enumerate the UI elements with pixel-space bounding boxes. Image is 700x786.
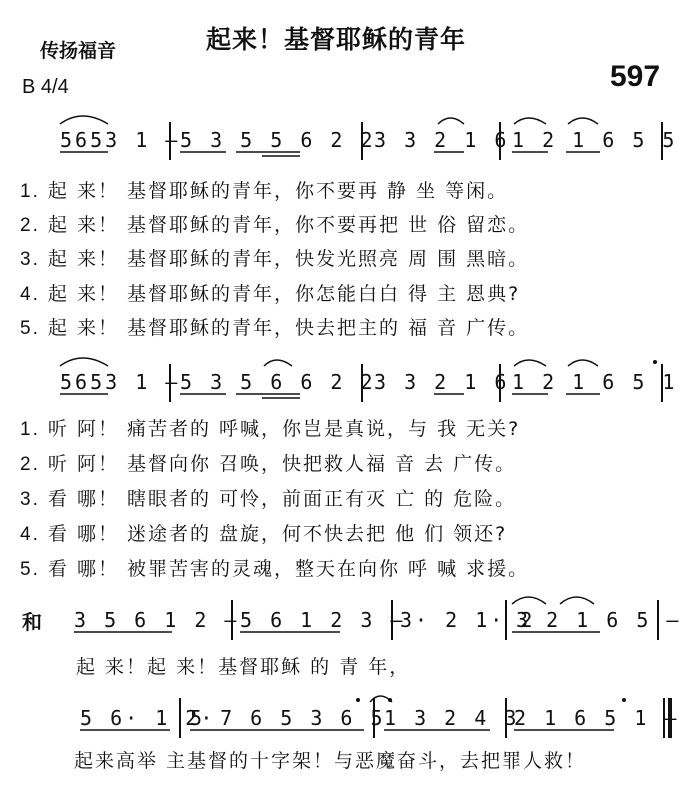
verse-number: 4. <box>20 524 40 545</box>
slur <box>560 597 594 604</box>
r1-measure-1: 3 5 6 1 2 — <box>74 608 240 632</box>
r1-measure-4: 3 2 1 6 5 — <box>516 608 682 632</box>
verse-number: 4. <box>20 284 40 305</box>
s2-measure-4: 1 2 1 6 5 1 <box>512 370 678 394</box>
verse-number: 5. <box>20 318 40 339</box>
slur <box>60 116 108 124</box>
verse-text: 起 来！ 基督耶稣的青年，快去把主的 福 音 广传。 <box>47 317 530 339</box>
verse-number: 2. <box>20 454 40 475</box>
slur <box>514 360 546 366</box>
verse-text: 看 哪！ 瞎眼者的 可怜，前面正有灭 亡 的 危险。 <box>47 488 517 510</box>
verse-text: 起 来！ 基督耶稣的青年，你怎能白白 得 主 恩典? <box>47 283 521 305</box>
page-title: 起来！基督耶稣的青年 <box>206 25 467 54</box>
verse-number: 1. <box>20 181 40 202</box>
fermata <box>388 698 392 702</box>
r1-measure-3: 3· 2 1· 2 <box>400 608 536 632</box>
slur <box>568 118 598 124</box>
slur <box>514 118 546 124</box>
key-signature: B 4/4 <box>22 76 69 98</box>
verse-text: 起 来！ 基督耶稣的青年，快发光照亮 周 围 黑暗。 <box>47 248 530 270</box>
verse-number: 2. <box>20 215 40 236</box>
category-label: 传扬福音 <box>40 40 117 62</box>
slur <box>512 597 546 604</box>
verse-text: 听 阿！ 痛苦者的 呼喊，你岂是真说，与 我 无关? <box>47 418 521 440</box>
s1-measure-2: 5 3 5 5 6 2 2 <box>180 128 376 152</box>
verse-number: 5. <box>20 559 40 580</box>
fermata <box>356 698 360 702</box>
refrain-lyrics-2: 起来高举 主基督的十字架！与恶魔奋斗，去把罪人救！ <box>74 750 587 772</box>
fermata <box>653 360 657 364</box>
verse-text: 听 阿！ 基督向你 召唤，快把救人福 音 去 广传。 <box>47 453 517 475</box>
fermata <box>622 698 626 702</box>
verse-text: 起 来！ 基督耶稣的青年，你不要再 静 坐 等闲。 <box>47 180 509 202</box>
r2-measure-1: 5 6· 1 2· <box>80 706 216 730</box>
verse-text: 起 来！ 基督耶稣的青年，你不要再把 世 俗 留恋。 <box>47 214 530 236</box>
s2-measure-2: 5 3 5 6 6 2 2 <box>180 370 376 394</box>
slur <box>438 118 464 124</box>
verse-number: 3. <box>20 249 40 270</box>
refrain-marker: 和 <box>22 610 42 634</box>
verse-number: 3. <box>20 489 40 510</box>
verse-text: 看 哪！ 迷途者的 盘旋，何不快去把 他 们 领还? <box>47 523 508 545</box>
verse-number: 1. <box>20 419 40 440</box>
s1-measure-3: 3 3 2 1 6 <box>374 128 510 152</box>
s2-measure-1: 5653 1 — <box>60 370 181 394</box>
s2-measure-3: 3 3 2 1 6 <box>374 370 510 394</box>
r2-measure-2: 5 7 6 5 3 6 5 <box>190 706 386 730</box>
s1-measure-4: 1 2 1 6 5 5 <box>512 128 678 152</box>
r1-measure-2: 5 6 1 2 3 — <box>240 608 406 632</box>
s1-measure-1: 5653 1 — <box>60 128 181 152</box>
hymn-number: 597 <box>610 60 661 93</box>
verse-text: 看 哪！ 被罪苦害的灵魂，整天在向你 呼 喊 求援。 <box>47 558 530 580</box>
slur <box>60 358 108 366</box>
r2-measure-4: 2 1 6 5 1 — <box>514 706 680 730</box>
refrain-lyrics-1: 起 来！起 来！基督耶稣 的 青 年， <box>76 656 411 678</box>
slur <box>568 360 598 366</box>
slur <box>264 360 292 366</box>
r2-measure-3: 1 3 2 4 3 <box>384 706 520 730</box>
